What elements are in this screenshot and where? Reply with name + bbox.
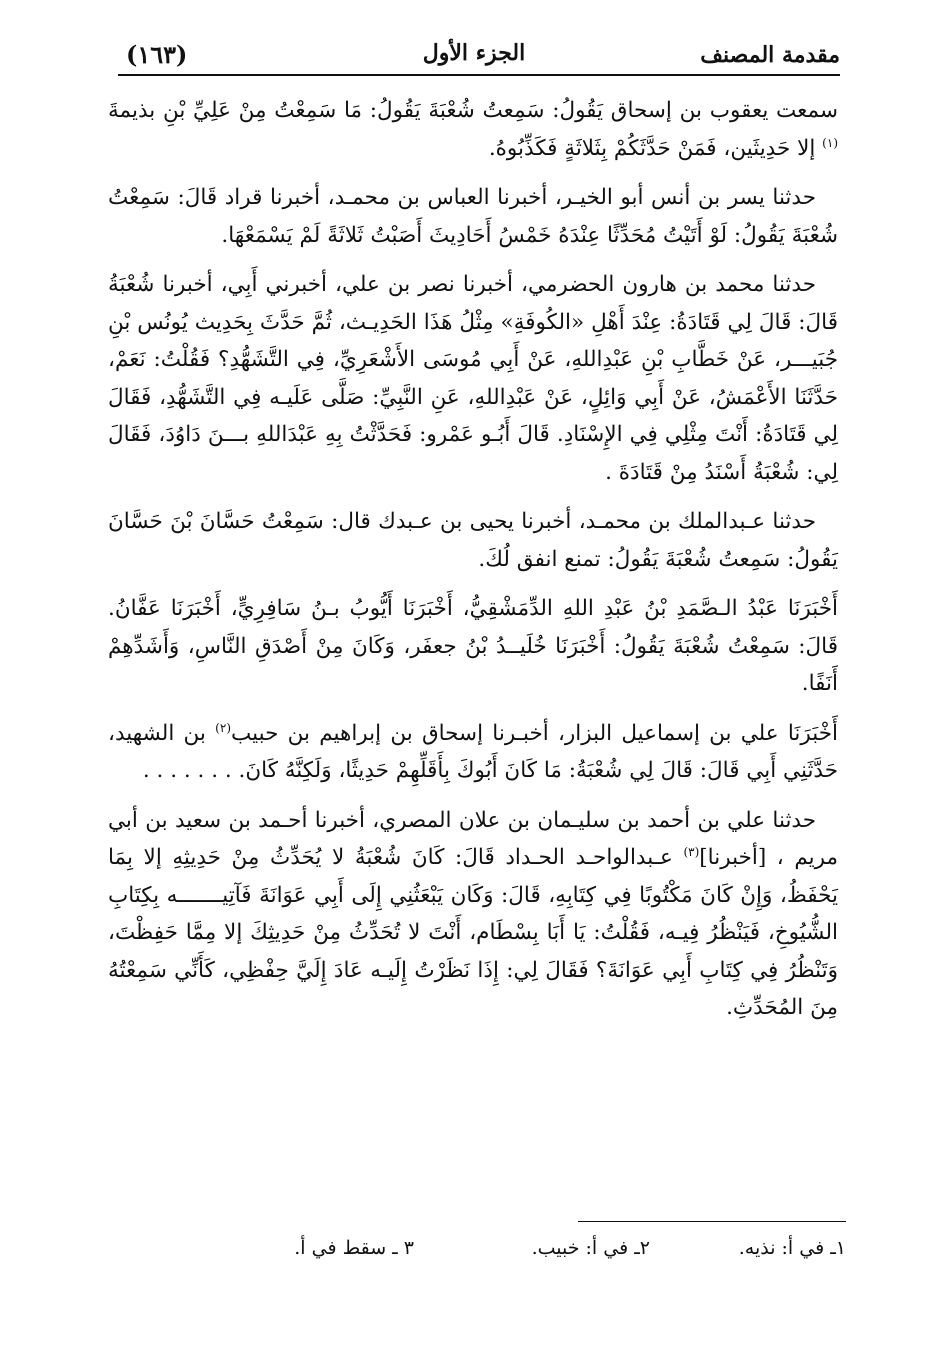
paragraph xyxy=(108,266,838,491)
header-divider xyxy=(118,74,840,76)
volume-title: الجزء الأول xyxy=(422,40,526,66)
footnote-ref: (١) xyxy=(822,135,838,150)
footnotes xyxy=(270,1237,846,1267)
paragraph-text: سمعت يعقوب بن إسحاق يَقُولُ: سَمِعتُ شُعْبَةَ يَقُولُ: مَا سَمِعْتُ مِنْ عَلِيِّ بْنِ بذيمةَ xyxy=(108,98,838,123)
page-header xyxy=(118,34,840,74)
paragraph-text: حدثنا محمد بن هارون الحضرمي، أخبرنا نصر بن علي، أخبرني أَبِي، أخبرنا شُعْبَةُ قَالَ: قَالَ لِي قَتَادَةُ: عِنْدَ أَهْلِ «الكُوفَةِ» مِثْلُ هَذَا الحَدِيـث، ثُمَّ حَدَّثَ بِحَدِيث يُونُس بْنِ جُبَيـــر، عَنْ خَطَّابِ بْنِ عَبْدِاللهِ، عَنْ أَبِي مُوسَى الأَشْعَرِيِّ، فِي التَّشَهُّدِ؟ فَقُلْتُ: نَعَمْ، حَدَّثَنَا الأَعْمَشُ، عَنْ أَبِي وَائِلٍ، عَنْ عَبْدِاللهِ، عَنِ النَّبِيِّ: صَلَّى عَلَيـه فِي التَّشَهُّدِ، فَقَالَ لِي قَتَادَةُ: أَنْتَ مِثْلِي فِي الإِسْنَادِ. قَالَ أَبُـو عَمْرو: فَحَدَّثْتُ بِهِ عَبْدَاللهِ بـــنَ دَاوُدَ، فَقَالَ لِي: شُعْبَةُ أَسْنَدُ مِنْ قَتَادَةَ . xyxy=(108,272,838,485)
footnote-3: ٣ ـ سقط في أ. xyxy=(294,1237,414,1259)
paragraph-text: حدثنا علي بن أحمد بن سليـمان بن علان المصري، أخبرنا أحـمد بن سعيد بن أبي مريم ، [أخبرنا] xyxy=(108,807,839,870)
paragraph-text: أَخْبَرَنَا علي بن إسماعيل البزار، أخبـرنا إسحاق بن إبراهيم بن حبيب xyxy=(231,720,839,746)
paragraph xyxy=(108,715,838,790)
paragraph xyxy=(108,92,838,167)
section-title: مقدمة المصنف xyxy=(700,42,840,68)
paragraph xyxy=(108,590,838,703)
footnote-divider xyxy=(578,1221,846,1222)
footnote-ref: (٣) xyxy=(683,844,700,859)
footnote-1: ١ـ في أ: نذيه. xyxy=(738,1237,846,1259)
paragraph xyxy=(108,802,838,1027)
main-text xyxy=(108,92,838,1039)
paragraph-text: إلا حَدِيثَين، فَمَنْ حَدَّثَكُمْ بِثَلاثَةٍ فَكَذِّبُوهُ. xyxy=(488,135,816,161)
paragraph xyxy=(108,503,838,578)
page-number: (١٦٣) xyxy=(126,40,188,69)
footnote-ref: (٢) xyxy=(215,720,231,735)
footnote-2: ٢ـ في أ: خبيب. xyxy=(531,1237,650,1259)
paragraph xyxy=(108,179,838,254)
paragraph-text: حدثنا عـبدالملك بن محمـد، أخبرنا يحيى بن عـبدك قال: سَمِعْتُ حَسَّانَ بْنَ حَسَّانَ يَقُولُ: سَمِعتُ شُعْبَةَ يَقُولُ: تمنع انفق لُكَ. xyxy=(108,509,838,572)
paragraph-text: حدثنا يسر بن أنس أبو الخيـر، أخبرنا العباس بن محمـد، أخبرنا قراد قَالَ: سَمِعْتُ شُعْبَةَ يَقُولُ: لَوْ أَتَيْتُ مُحَدِّثًا عِنْدَهُ خَمْسُ أَحَادِيثَ أَصَبْتُ ثَلاثَةً لَمْ يَسْمَعْهَا. xyxy=(108,185,838,248)
paragraph-text: عـبدالواحـد الحـداد قَالَ: كَانَ شُعْبَةُ لا يُحَدِّثُ مِنْ حَدِيثِهِ إلا بِمَا يَحْفَظُ، وَإِنْ كَانَ مَكْتُوبًا فِي كِتَابِهِ، قَالَ: وَكَان يَبْعَثُنِي إِلَى أَبِي عَوَانَةَ فَآتِيـــــــه بِكِتَابِ الشُّيُوخِ، فَيَنْظُرُ فِيـه، فَقُلْتُ: يَا أَبَا بِسْطَام، أَنْتَ لا تُحَدِّثُ مِنْ حَدِيثِكَ إلا مِمَّا حَفِظْتَ، وَتَنْظُرُ فِي كِتَابِ أَبِي عَوَانَةَ؟ فَقَالَ لِي: إِذَا نَظَرْتُ إِلَيـه عَادَ إِلَيَّ حِفْظِي، كَأَنِّي سَمِعْتُهُ مِنَ المُحَدِّثِ. xyxy=(108,845,838,1020)
paragraph-text: أَخْبَرَنَا عَبْدُ الـصَّمَدِ بْنُ عَبْدِ اللهِ الدِّمَشْقِيُّ، أَخْبَرَنَا أَيُّوبُ بـنُ سَافِرِيٍّ، أَخْبَرَنَا عَفَّانُ. قَالَ: سَمِعْتُ شُعْبَةَ يَقُولُ: أَخْبَرَنَا خُلَيــدُ بْنُ جعفَر، وَكَانَ مِنْ أَصْدَقِ النَّاسِ، وَأَشَدِّهِمْ أَنَفًا. xyxy=(108,596,838,696)
paragraph-text: بن الشهيد، حَدَّثَنِي أَبِي قَالَ: قَالَ لِي شُعْبَةُ: مَا كَانَ أَبُوكَ بِأَقَلِّهِمْ حَدِيثًا، وَلَكِنَّهُ كَانَ. . . . . . . . xyxy=(108,720,838,783)
